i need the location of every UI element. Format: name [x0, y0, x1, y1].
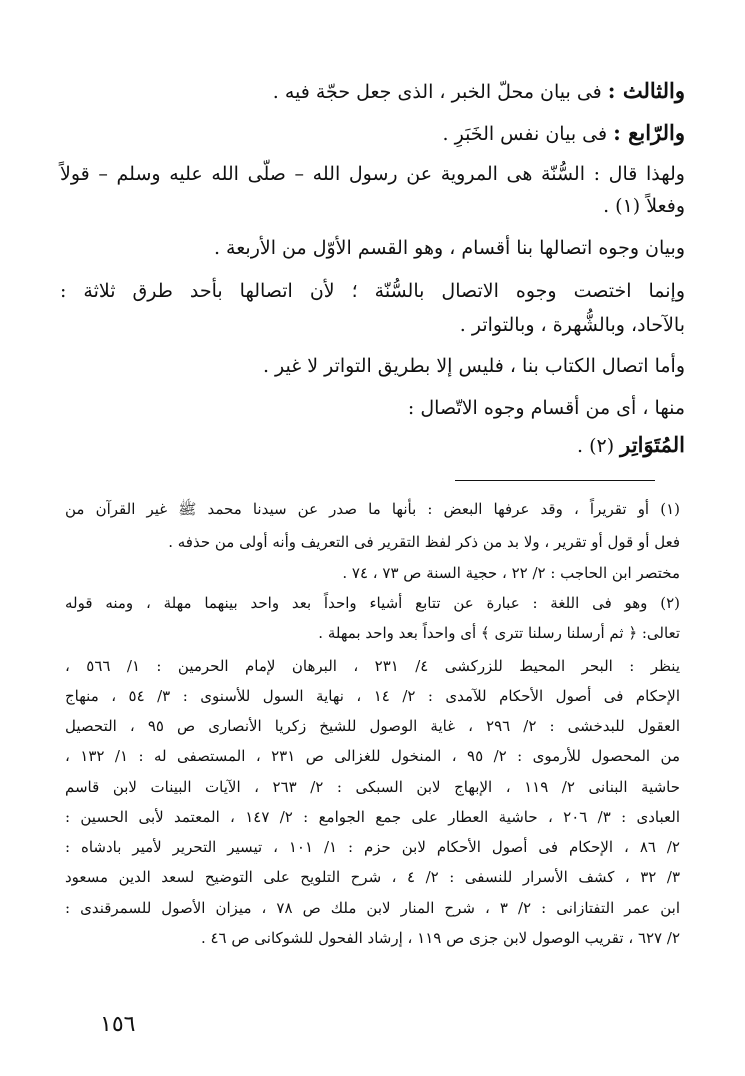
main-line-10 [577, 432, 685, 457]
footnote-line: مختصر ابن الحاجب : ٢/ ٢٢ ، حجية السنة ص ٧٣ ، ٧٤ . [342, 564, 680, 582]
footnote-separator [455, 480, 655, 481]
line-text: وأما اتصال الكتاب بنا ، فليس إلا بطريق التواتر لا غير . [262, 355, 685, 377]
footnote-line: الإحكام فى أصول الأحكام للآمدى : ٢/ ١٤ ، نهاية السول للأسنوى : ٣/ ٥٤ ، منهاج [65, 687, 680, 705]
footnote-line: من المحصول للأرموى : ٢/ ٩٥ ، المنخول للغزالى ص ٢٣١ ، المستصفى له : ١/ ١٣٢ ، [65, 747, 680, 765]
footnote-line: ٣/ ٣٢ ، كشف الأسرار للنسفى : ٢/ ٤ ، شرح التلويح على التوضيح لسعد الدين مسعود [65, 868, 681, 886]
line-text: ولهذا قال : السُّنّة هى المروية عن رسول الله – صلّى الله عليه وسلم – قولاً [60, 163, 685, 185]
line-lead: المُتَوَاتِر [620, 432, 685, 457]
main-line-9 [408, 397, 685, 419]
line-text: فى بيان نفس الخَبَرِ . [442, 123, 614, 145]
footnote-line: العقول للبدخشى : ٢/ ٢٩٦ ، غاية الوصول للشيخ زكريا الأنصارى ص ٩٥ ، التحصيل [65, 717, 681, 735]
footnote-line: (٢) وهو فى اللغة : عبارة عن تتابع أشياء واحداً بعد واحد بينهما مهلة ، ومنه قوله [65, 594, 680, 612]
footnote-line: ينظر : البحر المحيط للزركشى ٤/ ٢٣١ ، البرهان لإمام الحرمين : ١/ ٥٦٦ ، [65, 657, 681, 675]
line-text: وإنما اختصت وجوه الاتصال بالسُّنّة ؛ لأن اتصالها بأحد طرق ثلاثة : [60, 280, 685, 302]
line-text: بالآحاد، وبالشُّهرة ، وبالتواتر . [459, 314, 685, 336]
footnote-line: فعل أو قول أو تقرير ، ولا بد من ذكر لفظ التقرير فى التعريف وأنه أولى من حذفه . [168, 533, 680, 551]
main-line-1 [273, 78, 685, 103]
main-line-5 [214, 237, 685, 259]
line-lead: والرّابع : [613, 120, 685, 145]
line-text: وفعلاً (١) . [603, 195, 685, 217]
line-text: وبيان وجوه اتصالها بنا أقسام ، وهو القسم الأوّل من الأربعة . [213, 237, 685, 259]
footnote-line: حاشية البنانى ٢/ ١١٩ ، الإبهاج لابن السبكى : ٢/ ٢٦٣ ، الآيات البينات لابن قاسم [65, 778, 681, 796]
page-number: ١٥٦ [100, 1012, 136, 1037]
main-line-7 [460, 314, 685, 336]
main-line-4 [603, 195, 685, 217]
main-line-3 [60, 163, 685, 185]
main-line-8 [263, 355, 685, 377]
main-line-2 [443, 120, 685, 145]
main-line-6 [60, 280, 685, 302]
footnote-line: العبادى : ٣/ ٢٠٦ ، حاشية العطار على جمع الجوامع : ٢/ ١٤٧ ، المعتمد لأبى الحسين : [65, 808, 680, 826]
line-text: منها ، أى من أقسام وجوه الاتّصال : [407, 397, 685, 419]
footnote-line: ٢/ ٨٦ ، الإحكام فى أصول الأحكام لابن حزم : ١/ ١٠١ ، تيسير التحرير لأمير بادشاه : [65, 838, 680, 856]
line-text: (٢) . [577, 435, 621, 457]
footnote-line: تعالى: ﴿ ثم أرسلنا رسلنا تترى ﴾ أى واحداً بعد واحد بمهلة . [318, 624, 680, 642]
line-text: فى بيان محلّ الخبر ، الذى جعل حجّة فيه . [272, 81, 608, 103]
line-lead: والثالث : [607, 78, 685, 103]
footnote-line: (١) أو تقريراً ، وقد عرفها البعض : بأنها ما صدر عن سيدنا محمد ﷺ غير القرآن من [65, 500, 680, 518]
footnote-line: ٢/ ٦٢٧ ، تقريب الوصول لابن جزى ص ١١٩ ، إرشاد الفحول للشوكانى ص ٤٦ . [200, 929, 680, 947]
footnote-line: ابن عمر التفتازانى : ٢/ ٣ ، شرح المنار لابن ملك ص ٧٨ ، ميزان الأصول للسمرقندى : [65, 899, 681, 917]
